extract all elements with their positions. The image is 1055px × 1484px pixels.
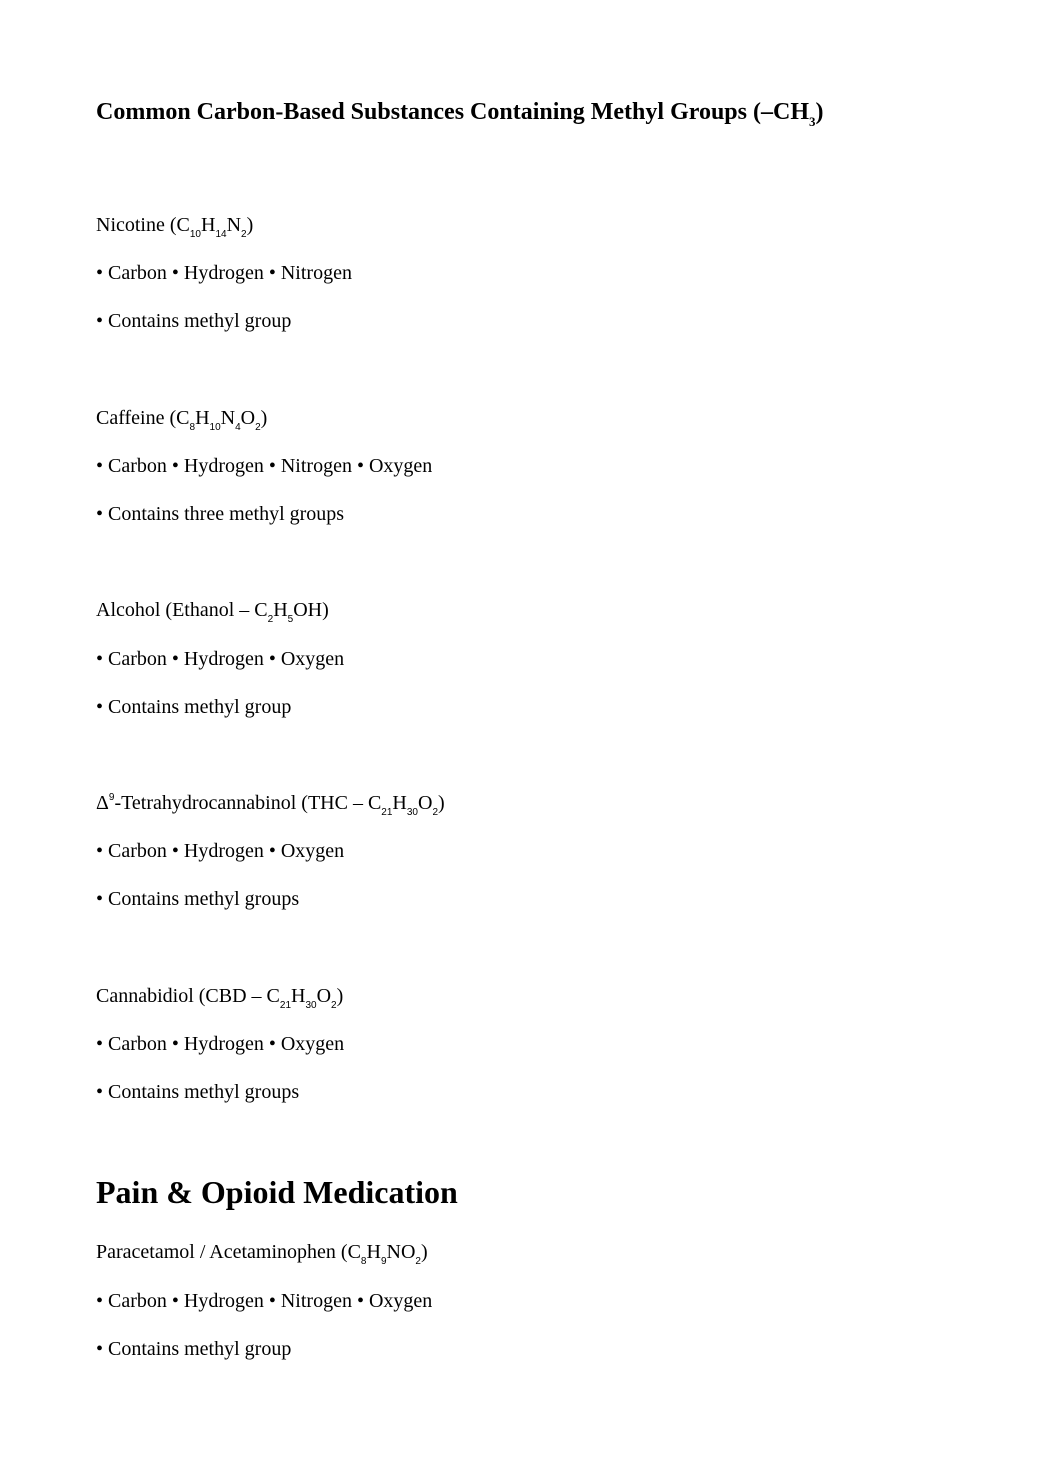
page-title (96, 96, 823, 128)
formula-text: -Tetrahydrocannabinol (THC – C (114, 792, 382, 814)
substance-name (96, 597, 329, 623)
title-subscript: 3 (808, 114, 816, 129)
formula-subscript: 4 (235, 422, 241, 433)
substance-note: • Contains methyl group (96, 696, 292, 718)
formula-subscript: 21 (381, 807, 393, 818)
formula-text: O (240, 407, 256, 429)
formula-text: NO (386, 1241, 416, 1263)
substance-name (96, 790, 445, 816)
substance-elements: • Carbon • Hydrogen • Nitrogen • Oxygen (96, 455, 433, 477)
title-close: ) (815, 99, 824, 125)
substance-elements: • Carbon • Hydrogen • Nitrogen • Oxygen (96, 1290, 433, 1312)
substance-note: • Contains methyl groups (96, 1081, 300, 1103)
substance-note: • Contains methyl group (96, 1338, 292, 1360)
substance-name (96, 212, 253, 238)
substance-note: • Contains methyl group (96, 310, 292, 332)
formula-subscript: 8 (189, 422, 196, 433)
formula-text: N (226, 214, 242, 236)
substance-note: • Contains methyl groups (96, 888, 300, 910)
substance-name (96, 1239, 428, 1265)
formula-text: H (273, 599, 288, 621)
formula-text: Caffeine (C (96, 407, 190, 429)
formula-text: Nicotine (C (96, 214, 190, 236)
formula-text: ) (336, 985, 344, 1007)
formula-text: N (220, 407, 236, 429)
substance-elements: • Carbon • Hydrogen • Nitrogen (96, 262, 352, 284)
formula-subscript: 2 (255, 422, 261, 433)
substance-elements: • Carbon • Hydrogen • Oxygen (96, 840, 345, 862)
formula-subscript: 8 (360, 1256, 367, 1267)
formula-text: H (201, 214, 216, 236)
formula-subscript: 9 (380, 1256, 387, 1267)
formula-text: O (316, 985, 332, 1007)
substance-name (96, 405, 267, 431)
formula-subscript: 2 (331, 1000, 337, 1011)
formula-text: Δ (96, 792, 109, 814)
section-heading: Pain & Opioid Medication (96, 1174, 458, 1210)
formula-subscript: 10 (209, 422, 221, 433)
formula-text: ) (246, 214, 254, 236)
formula-text: H (291, 985, 306, 1007)
formula-subscript: 21 (279, 1000, 292, 1011)
formula-subscript: 30 (305, 1000, 317, 1011)
substance-name (96, 983, 343, 1009)
formula-text: H (392, 792, 407, 814)
title-text: Common Carbon-Based Substances Containing Methyl Groups (–CH (96, 99, 809, 125)
formula-superscript: 9 (108, 792, 115, 803)
formula-text: H (195, 407, 210, 429)
substance-elements: • Carbon • Hydrogen • Oxygen (96, 1033, 345, 1055)
formula-subscript: 2 (241, 229, 247, 240)
formula-subscript: 2 (267, 614, 274, 625)
formula-text: O (418, 792, 433, 814)
formula-subscript: 30 (406, 807, 418, 818)
formula-subscript: 2 (415, 1256, 421, 1267)
formula-text: ) (420, 1241, 428, 1263)
formula-text: OH) (293, 599, 329, 621)
formula-text: H (366, 1241, 381, 1263)
formula-text: Cannabidiol (CBD – C (96, 985, 280, 1007)
formula-subscript: 5 (287, 614, 294, 625)
formula-text: Paracetamol / Acetaminophen (C (96, 1241, 361, 1263)
formula-subscript: 14 (215, 229, 227, 240)
formula-text: Alcohol (Ethanol – C (96, 599, 268, 621)
substance-note: • Contains three methyl groups (96, 503, 345, 525)
formula-subscript: 2 (432, 807, 439, 818)
substance-elements: • Carbon • Hydrogen • Oxygen (96, 648, 345, 670)
formula-subscript: 10 (189, 229, 201, 240)
formula-text: ) (438, 792, 445, 814)
formula-text: ) (260, 407, 268, 429)
